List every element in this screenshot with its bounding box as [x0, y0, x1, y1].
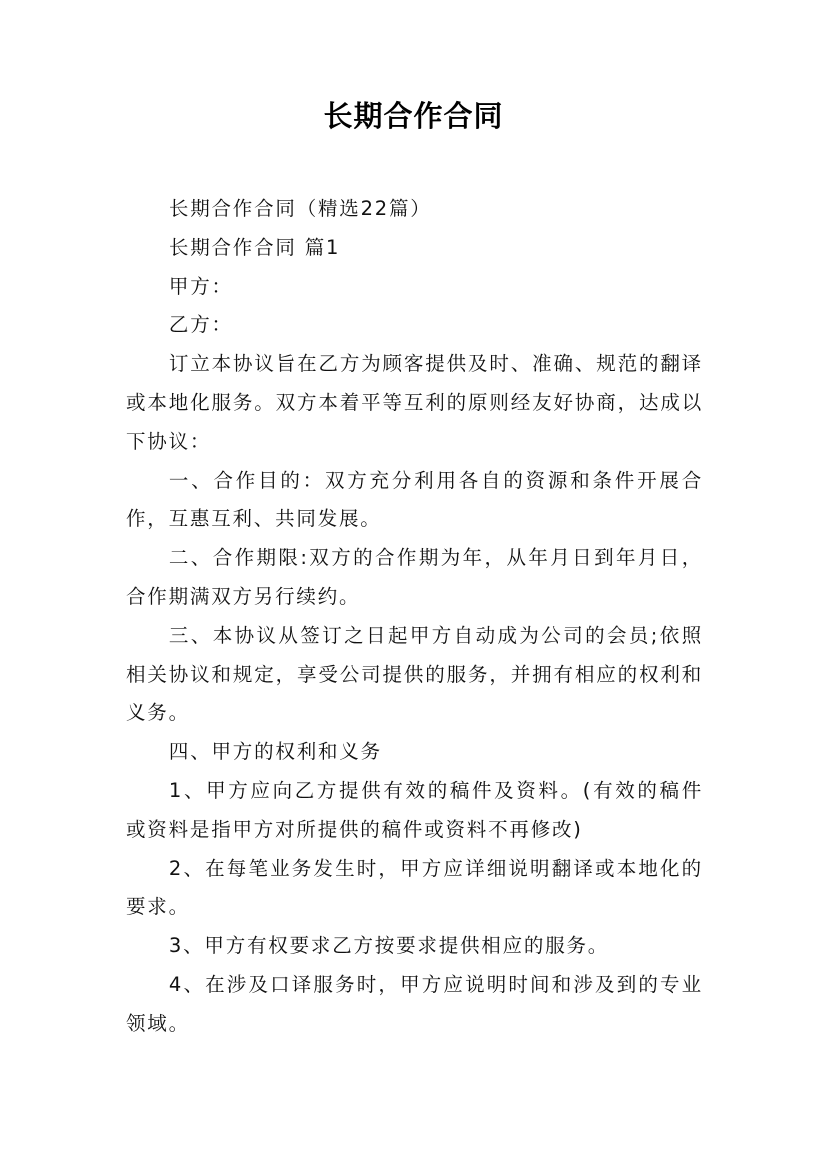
section-heading: 长期合作合同 篇1 — [168, 235, 341, 259]
body-paragraph: 订立本协议旨在乙方为顾客提供及时、准确、规范的翻译或本地化服务。双方本着平等互利的原则经友好协商，达成以下协议： — [126, 352, 703, 453]
list-item: 1、甲方应向乙方提供有效的稿件及资料。(有效的稿件或资料是指甲方对所提供的稿件或资料不再修改) — [126, 778, 703, 841]
document-body — [126, 190, 703, 1044]
party-b-line: 乙方： — [168, 313, 233, 337]
list-item: 4、在涉及口译服务时，甲方应说明时间和涉及到的专业领域。 — [126, 972, 703, 1035]
subtitle-paragraph: 长期合作合同（精选22篇） — [168, 197, 432, 220]
body-paragraph: 三、本协议从签订之日起甲方自动成为公司的会员;依照相关协议和规定，享受公司提供的服务，并拥有相应的权利和义务。 — [126, 623, 703, 725]
document-title: 长期合作合同 — [323, 99, 504, 133]
section-heading: 四、甲方的权利和义务 — [168, 740, 382, 764]
list-item: 2、在每笔业务发生时，甲方应详细说明翻译或本地化的要求。 — [126, 856, 703, 919]
party-a-line: 甲方： — [168, 274, 233, 298]
body-paragraph: 二、合作期限:双方的合作期为年，从年月日到年月日，合作期满双方另行续约。 — [126, 546, 703, 608]
body-paragraph: 一、合作目的：双方充分利用各自的资源和条件开展合作，互惠互利、共同发展。 — [126, 468, 703, 531]
list-item: 3、甲方有权要求乙方按要求提供相应的服务。 — [168, 934, 610, 958]
